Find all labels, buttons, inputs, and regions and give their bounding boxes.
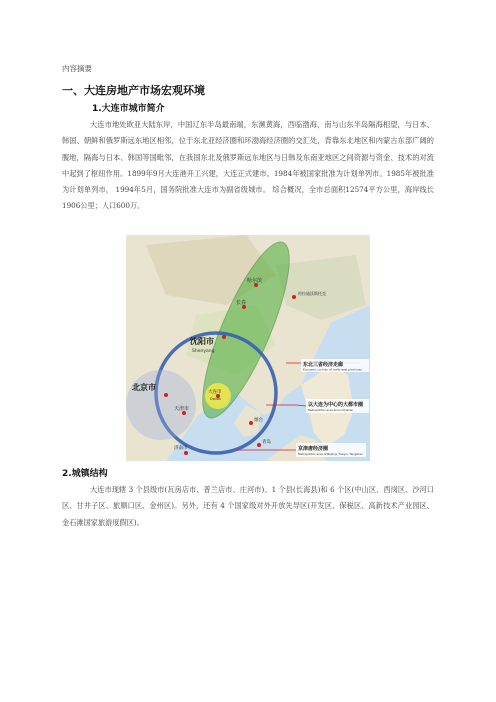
regional-map bbox=[126, 235, 370, 461]
map-label-tianjin: 天津市 bbox=[174, 406, 190, 412]
section-title: 一、大连房地产市场宏观环境 bbox=[62, 84, 205, 97]
map-label-changchun: 长春 bbox=[236, 300, 247, 306]
map-label-harbin: 哈尔滨 bbox=[247, 278, 263, 284]
map-legend-corridor: 东北三省经济走廊 bbox=[303, 362, 344, 368]
map-legend-dalian-circle: 以大连为中心的大都市圈 bbox=[308, 402, 364, 408]
map-legend-dalian-circle-en: Metropolitan area around Dalian bbox=[308, 408, 354, 412]
map-legend-jingjin-en: Metropolitan area of Beijing, Tianjin, Tangshan bbox=[298, 452, 363, 456]
subsection-title-urban-structure: 2.城镇结构 bbox=[62, 469, 108, 479]
map-label-beijing: 北京市 bbox=[132, 383, 156, 392]
map-label-shenyang-en: Shenyang bbox=[192, 349, 215, 354]
subsection-title-city-intro: 1.大连市城市简介 bbox=[92, 104, 165, 114]
map-label-jinan: 济南市 bbox=[174, 446, 188, 451]
map-label-yantai: 烟台 bbox=[254, 418, 263, 423]
map-legend-corridor-en: Economic corridor of north-east provinces bbox=[303, 367, 362, 372]
map-label-dalian: 大连市 bbox=[208, 390, 222, 395]
summary-label: 内容摘要 bbox=[62, 64, 92, 73]
map-legend-jingjin: 京津唐经济圈 bbox=[298, 446, 329, 452]
city-intro-paragraph: 大连市地处欧亚大陆东岸，中国辽东半岛最南端，东濒黄海，西临渤海，南与山东半岛隔海相望，与日本、韩国、朝鲜和俄罗斯远东地区相邻，位于东北亚经济圈和环渤海经济圈的交汇处，背靠东北地区和内蒙古东部广阔的腹地，隔海与日本、韩国等国毗邻，在我国东北及俄罗斯远东地区与日韩及东南亚地区之间资源与资金、技术的对流中起到了枢纽作用。1899年9月大连港开工兴建，大连正式建市。1984年被国家批准为计划单列市。1985年被批准为计划单列市， 1994年5月，国务院批准大连市为副省级城市。 综合概况，全市总面积12574平方公里，海岸线长1906公里；人口600万。 bbox=[62, 120, 434, 211]
map-label-qingdao: 青岛 bbox=[262, 440, 271, 445]
urban-structure-paragraph: 大连市现辖 3 个县级市(瓦房店市、普兰店市、庄河市)、1 个县(长海县)和 6 个区(中山区、西岗区、沙河口区、甘井子区、旅顺口区、金州区)。另外，还有 4 个国家级对外开放先导区(开发区、保税区、高新技术产业园区、金石滩国家旅游度假区)。 bbox=[62, 485, 434, 527]
map-label-shenyang: 沈阳市 bbox=[190, 337, 214, 346]
map-label-dalian-en: Dalian bbox=[210, 397, 222, 401]
map-label-vladivostok: 符拉迪沃斯托克 bbox=[298, 291, 326, 296]
